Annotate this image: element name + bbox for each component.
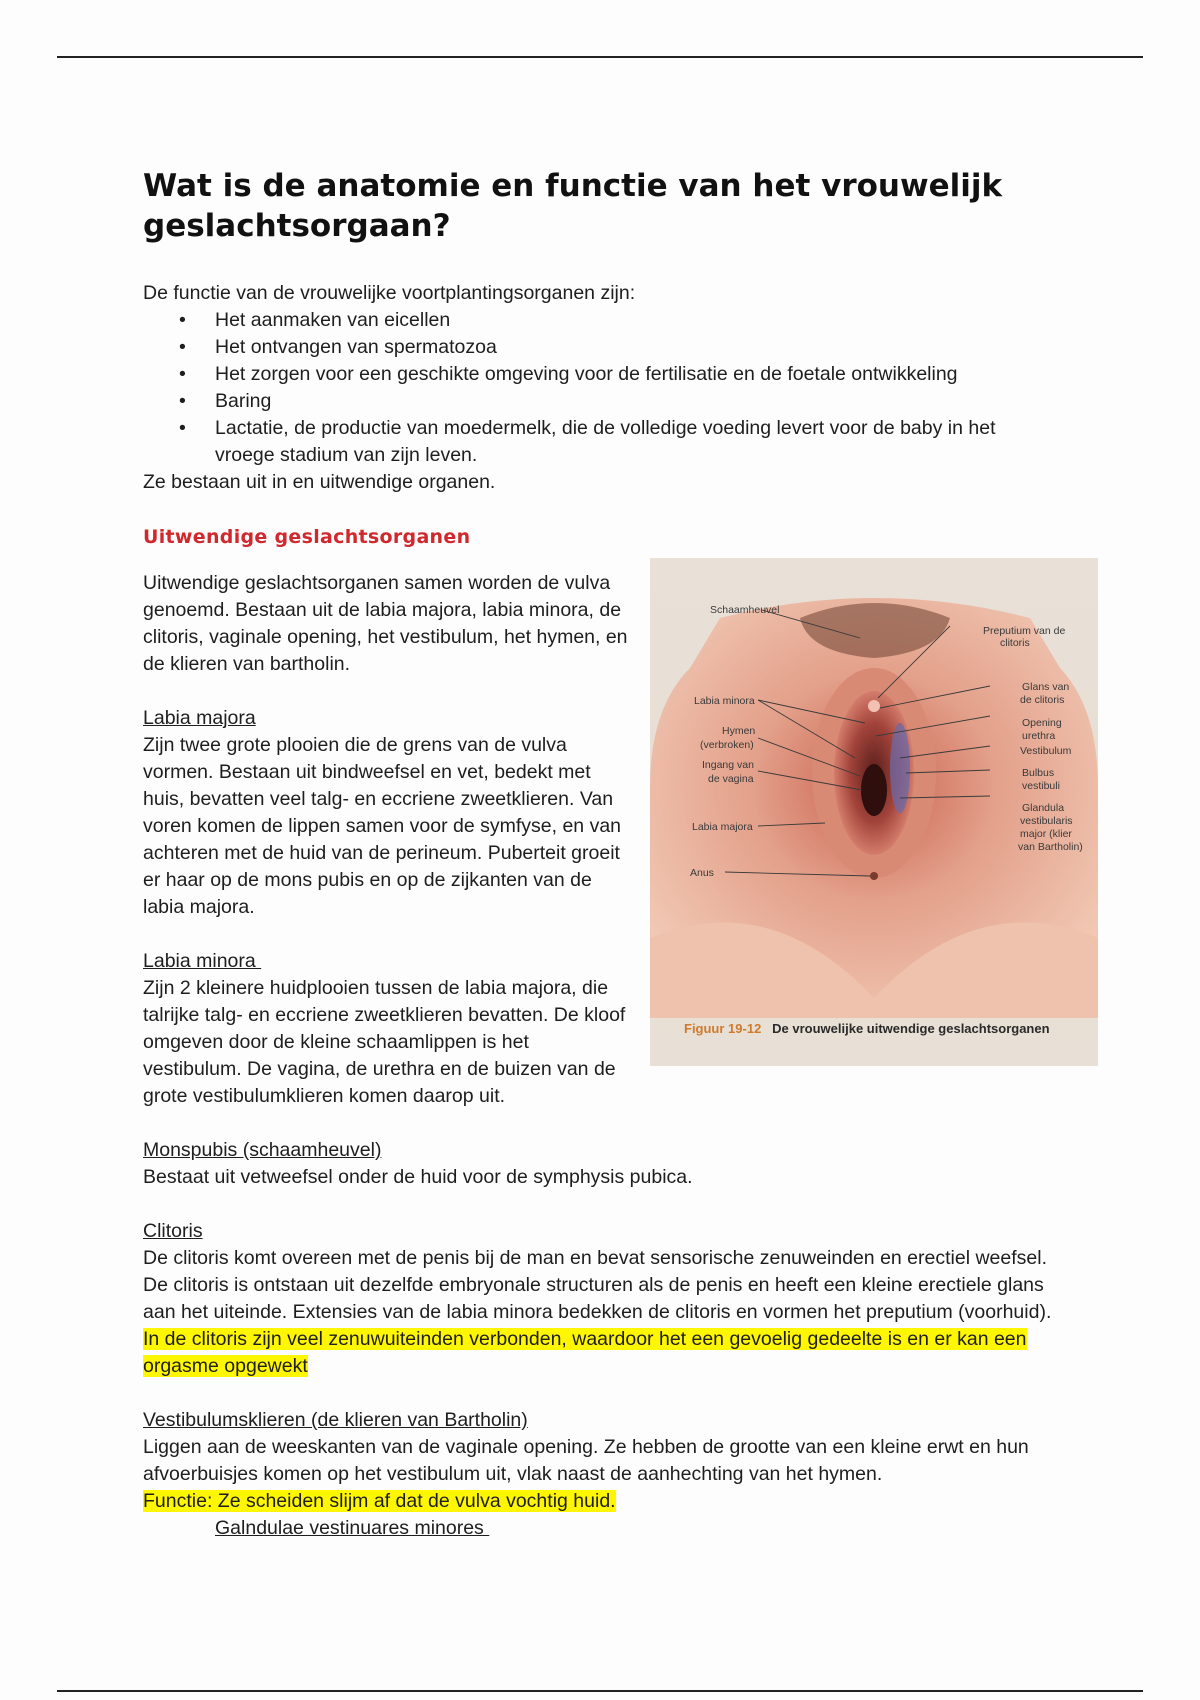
labia-minora-heading: Labia minora bbox=[143, 950, 262, 972]
section-intro: Uitwendige geslachtsorganen samen worden de vulva genoemd. Bestaan uit de labia majora, labia minora, de clitoris, vaginale opening, het vestibulum, het hymen, en de klieren van bartholin. bbox=[143, 572, 628, 675]
label-glans-sub: de clitoris bbox=[1020, 694, 1065, 706]
label-ingang-sub: de vagina bbox=[708, 773, 754, 785]
label-schaamheuvel: Schaamheuvel bbox=[710, 604, 780, 616]
label-hymen-sub: (verbroken) bbox=[700, 739, 754, 751]
clitoris-text: De clitoris komt overeen met de penis bij de man en bevat sensorische zenuweinden en erectiel weefsel. De clitoris is ontstaan uit dezelfde embryonale structuren als de penis en heeft een kleine erectiele glans aan het uiteinde. Extensies van de labia minora bedekken de clitoris en vormen het preputium (voorhuid). bbox=[143, 1247, 1052, 1323]
list-item: • Het ontvangen van spermatozoa bbox=[143, 334, 1053, 361]
monspubis-heading: Monspubis (schaamheuvel) bbox=[143, 1139, 382, 1161]
label-hymen: Hymen bbox=[722, 725, 756, 737]
list-item: • Lactatie, de productie van moedermelk, die de volledige voeding levert voor de baby in het vroege stadium van zijn leven. bbox=[143, 415, 1053, 469]
intro-text: De functie van de vrouwelijke voortplantingsorganen zijn: bbox=[143, 282, 636, 304]
label-opening: Opening bbox=[1022, 717, 1062, 729]
figure-caption bbox=[684, 1020, 1084, 1038]
labia-majora-heading: Labia majora bbox=[143, 707, 256, 729]
document-body bbox=[143, 160, 1083, 1542]
caption-text: De vrouwelijke uitwendige geslachtsorganen bbox=[772, 1021, 1050, 1036]
page-title: Wat is de anatomie en functie van het vrouwelijk geslachtsorgaan? bbox=[143, 168, 1003, 244]
monspubis-text: Bestaat uit vetweefsel onder de huid voor de symphysis pubica. bbox=[143, 1166, 693, 1188]
label-ingang: Ingang van bbox=[702, 759, 754, 771]
section-heading: Uitwendige geslachtsorganen bbox=[143, 526, 471, 548]
label-opening-sub: urethra bbox=[1022, 730, 1056, 742]
clitoris-heading: Clitoris bbox=[143, 1220, 203, 1242]
label-labia-minora: Labia minora bbox=[694, 695, 755, 707]
label-preputium-sub: clitoris bbox=[1000, 637, 1030, 649]
label-glandula-2: vestibularis bbox=[1020, 815, 1073, 827]
vestibulum-function bbox=[143, 1488, 1053, 1515]
clitoris-highlight: In de clitoris zijn veel zenuwuiteinden verbonden, waardoor het een gevoelig gedeelte is en er kan een orgasme opgewekt bbox=[143, 1328, 1027, 1377]
vestibulum-heading: Vestibulumsklieren (de klieren van Bartholin) bbox=[143, 1409, 528, 1431]
glandulae-minores-line bbox=[143, 1515, 1053, 1542]
vestibulum-text: Liggen aan de weeskanten van de vaginale opening. Ze hebben de grootte van een kleine erwt en hun afvoerbuisjes komen op het vestibulum uit, vlak naast de aanhechting van het hymen. bbox=[143, 1436, 1029, 1485]
label-glandula-4: van Bartholin) bbox=[1018, 841, 1083, 853]
label-bulbus-sub: vestibuli bbox=[1022, 780, 1060, 792]
label-bulbus: Bulbus bbox=[1022, 767, 1055, 779]
glandulae-minores-heading: Galndulae vestinuares minores bbox=[215, 1517, 490, 1539]
labia-majora-text: Zijn twee grote plooien die de grens van de vulva vormen. Bestaan uit bindweefsel en vet, bedekt met huis, bevatten veel talg- en eccriene zweetklieren. Van voren komen de lippen samen voor de symfyse, en van achteren met de huid van de perineum. Puberteit groeit er haar op de mons pubis en op de zijkanten van de labia majora. bbox=[143, 734, 622, 918]
list-item: • Het aanmaken van eicellen bbox=[143, 307, 1053, 334]
vulva-illustration bbox=[650, 558, 1098, 1066]
label-preputium: Preputium van de bbox=[983, 625, 1066, 637]
label-vestibulum: Vestibulum bbox=[1020, 745, 1072, 757]
vestibulum-highlight: Functie: Ze scheiden slijm af dat de vulva vochtig huid. bbox=[143, 1490, 616, 1512]
labia-minora-text: Zijn 2 kleinere huidplooien tussen de labia majora, die talrijke talg- en eccriene zweetklieren bevatten. De kloof omgeven door de kleine schaamlippen is het vestibulum. De vagina, de urethra en de buizen van de grote vestibulumklieren komen daarop uit. bbox=[143, 977, 626, 1107]
clitoris-paragraph bbox=[143, 1245, 1053, 1380]
label-anus: Anus bbox=[690, 867, 714, 879]
intro-end-text: Ze bestaan uit in en uitwendige organen. bbox=[143, 471, 496, 493]
label-labia-majora: Labia majora bbox=[692, 821, 753, 833]
function-list bbox=[143, 307, 1053, 469]
list-item: • Het zorgen voor een geschikte omgeving voor de fertilisatie en de foetale ontwikkeling bbox=[143, 361, 1053, 388]
list-item: • Baring bbox=[143, 388, 1053, 415]
caption-number: Figuur 19-12 bbox=[684, 1021, 762, 1036]
label-glandula: Glandula bbox=[1022, 802, 1065, 814]
anatomy-figure bbox=[650, 558, 1098, 1066]
label-glandula-3: major (klier bbox=[1020, 828, 1072, 840]
label-glans: Glans van bbox=[1022, 681, 1070, 693]
top-rule bbox=[57, 56, 1143, 58]
bottom-rule bbox=[57, 1690, 1143, 1692]
